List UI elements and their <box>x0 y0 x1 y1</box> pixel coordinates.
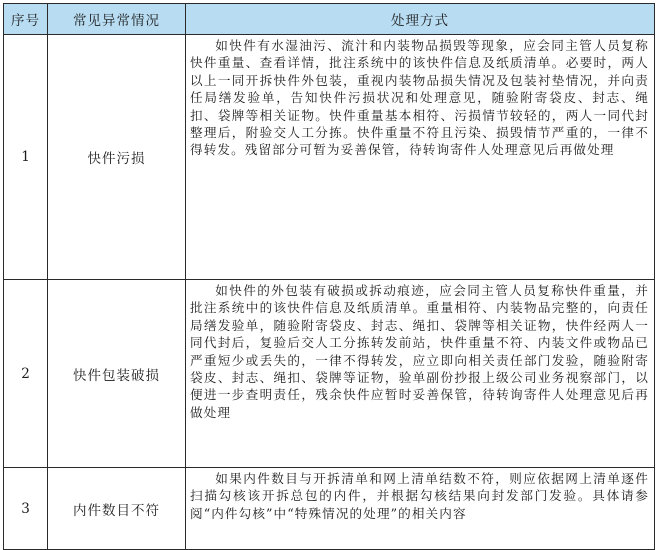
exception-handling-table-wrapper <box>3 3 654 550</box>
row-method: 如快件有水湿油污、流汁和内装物品损毁等现象，应会同主管人员复称快件重量、查看详情，批注系统中的该快件信息及纸质清单。必要时，两人以上一同开拆快件外包装，重视内装物品损失情况及包装衬垫情况，并向责任局缮发验单，告知快件污损状况和处理意见，随验附寄袋皮、封志、绳扣、袋牌等相关证物。快件重量基本相符、污损情节较轻的，两人一同代封整理后，附验交人工分拣。快件重量不符且污染、损毁情节严重的，一律不得转发。残留部分可暂为妥善保管，待转询寄件人处理意见后再做处理 <box>190 38 649 158</box>
row-method-cell <box>186 468 655 550</box>
header-index: 序号 <box>4 4 48 35</box>
row-method: 如快件的外包装有破损或拆动痕迹，应会同主管人员复称快件重量，并批注系统中的该快件信息及纸质清单。重量相符、内装物品完整的，向责任局缮发验单，随验附寄袋皮、封志、绳扣、袋牌等相关证物，快件经两人一同代封后，复验后交人工分拣转发前站，快件重量不符、内装文件或物品已严重短少或丢失的，一律不得转发，应立即向相关责任部门发验，随验附寄袋皮、封志、绳扣、袋牌等证物，验单副份抄报上级公司业务视察部门，以便进一步查明责任，残余快件应暂时妥善保管，待转询寄件人处理意见后再做处理 <box>190 283 649 420</box>
table-row <box>4 280 655 468</box>
exception-handling-table <box>3 3 655 550</box>
header-method: 处理方式 <box>186 4 655 35</box>
table-row <box>4 35 655 280</box>
row-index: 2 <box>4 280 48 468</box>
row-type: 快件包装破损 <box>48 280 186 468</box>
row-method: 如果内件数目与开拆清单和网上清单结数不符，则应依据网上清单逐件扫描勾核该开拆总包的内件，并根据勾核结果向封发部门发验。具体请参阅“内件勾核”中“特殊情况的处理”的相关内容 <box>190 471 649 521</box>
row-method-cell <box>186 35 655 280</box>
table-row <box>4 468 655 550</box>
row-index: 1 <box>4 35 48 280</box>
row-type: 快件污损 <box>48 35 186 280</box>
row-index: 3 <box>4 468 48 550</box>
row-type: 内件数目不符 <box>48 468 186 550</box>
header-type: 常见异常情况 <box>48 4 186 35</box>
row-method-cell <box>186 280 655 468</box>
table-header-row <box>4 4 655 35</box>
